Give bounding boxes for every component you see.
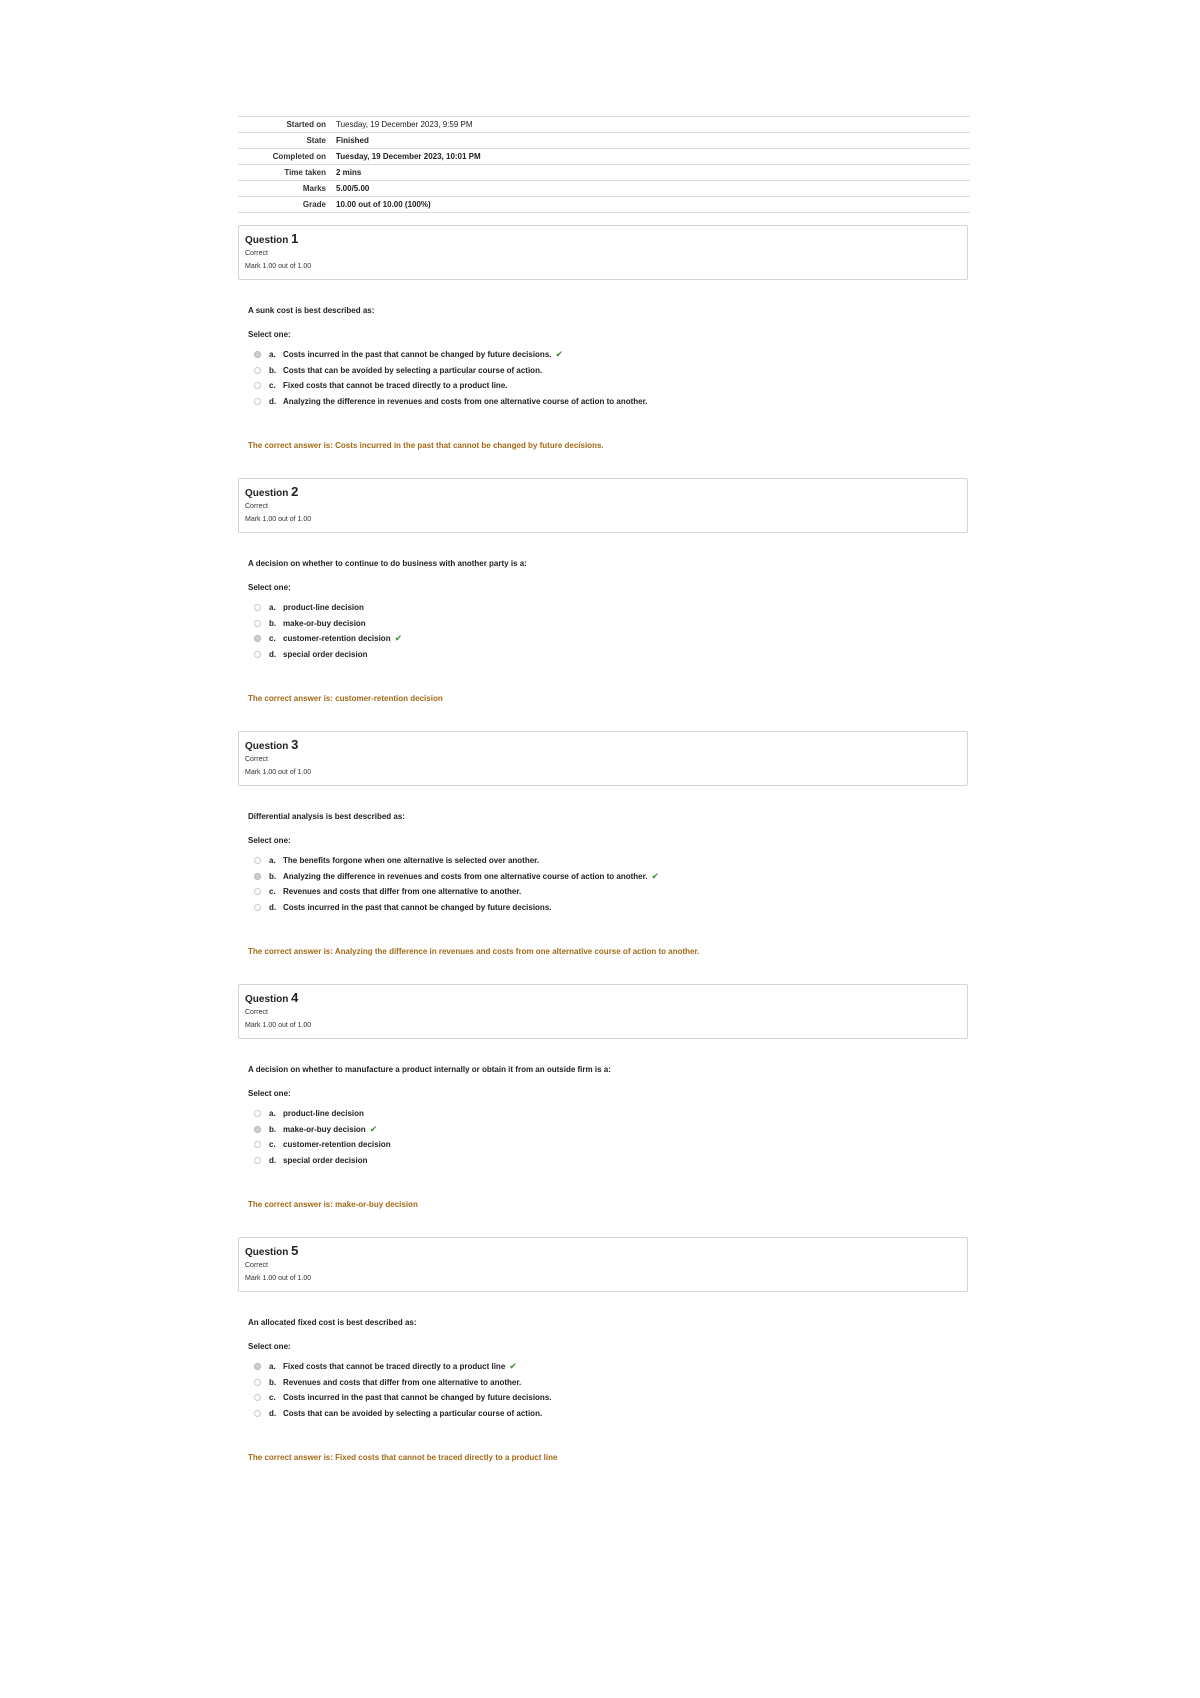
- answer-letter: a.: [269, 603, 276, 613]
- question-text: Differential analysis is best described as:: [248, 812, 405, 821]
- question-text: An allocated fixed cost is best described as:: [248, 1318, 417, 1327]
- radio-button[interactable]: [254, 367, 261, 374]
- summary-row-label: Time taken: [284, 168, 326, 177]
- question-text: A decision on whether to manufacture a product internally or obtain it from an outside firm is a:: [248, 1065, 611, 1074]
- answer-option[interactable]: [254, 1375, 970, 1391]
- question-grade: Mark 1.00 out of 1.00: [245, 1275, 312, 1282]
- question-title: [245, 990, 961, 1005]
- answer-text: Costs that can be avoided by selecting a particular course of action.: [283, 365, 543, 375]
- answer-text: customer-retention decision: [283, 1140, 391, 1150]
- answer-text: Costs incurred in the past that cannot be changed by future decisions.: [283, 350, 552, 360]
- answer-option[interactable]: [254, 1153, 970, 1169]
- answer-text: special order decision: [283, 1155, 368, 1165]
- question-label: Question: [245, 994, 289, 1005]
- question-number: 3: [291, 737, 299, 752]
- answer-text: Revenues and costs that differ from one alternative to another.: [283, 887, 522, 897]
- question-grade: Mark 1.00 out of 1.00: [245, 516, 312, 523]
- answer-option[interactable]: [254, 1359, 970, 1375]
- radio-selected[interactable]: [254, 873, 261, 880]
- correct-answer-feedback: The correct answer is: make-or-buy decision: [248, 1200, 418, 1209]
- answer-text: Revenues and costs that differ from one alternative to another.: [283, 1377, 522, 1387]
- answer-option[interactable]: [254, 853, 970, 869]
- radio-button[interactable]: [254, 904, 261, 911]
- question-state: Correct: [245, 503, 268, 510]
- summary-row: [238, 165, 970, 181]
- question-block: [238, 984, 970, 1237]
- answer-option[interactable]: [254, 869, 970, 885]
- radio-button[interactable]: [254, 1110, 261, 1117]
- question-block: [238, 478, 970, 731]
- answer-text: Costs that can be avoided by selecting a particular course of action.: [283, 1408, 543, 1418]
- radio-button[interactable]: [254, 1379, 261, 1386]
- correct-answer-feedback: The correct answer is: Costs incurred in the past that cannot be changed by future decisions.: [248, 441, 604, 450]
- summary-row-label: Grade: [302, 200, 326, 209]
- radio-button[interactable]: [254, 398, 261, 405]
- answer-text: make-or-buy decision: [283, 618, 366, 628]
- radio-button[interactable]: [254, 1157, 261, 1164]
- question-title: [245, 231, 961, 246]
- answer-options: [254, 1106, 970, 1168]
- answer-option[interactable]: [254, 616, 970, 632]
- answer-text: The benefits forgone when one alternative is selected over another.: [283, 856, 540, 866]
- question-label: Question: [245, 235, 289, 246]
- answer-letter: c.: [269, 381, 276, 391]
- question-title: [245, 737, 961, 752]
- summary-row-value: Tuesday, 19 December 2023, 9:59 PM: [336, 120, 473, 129]
- answer-letter: b.: [269, 871, 277, 881]
- question-grade: Mark 1.00 out of 1.00: [245, 263, 312, 270]
- question-label: Question: [245, 488, 289, 499]
- answer-options: [254, 853, 970, 915]
- summary-row-value: 2 mins: [336, 168, 362, 177]
- quiz-review-page: [238, 116, 970, 1490]
- select-one-prompt: Select one:: [248, 836, 291, 845]
- answer-option[interactable]: [254, 394, 970, 410]
- answer-options: [254, 600, 970, 662]
- answer-text: special order decision: [283, 649, 368, 659]
- answer-option[interactable]: [254, 884, 970, 900]
- question-info-box: [238, 225, 968, 280]
- answer-text: Costs incurred in the past that cannot be changed by future decisions.: [283, 902, 552, 912]
- summary-row: [238, 117, 970, 133]
- answer-option[interactable]: [254, 600, 970, 616]
- answer-letter: c.: [269, 1140, 276, 1150]
- summary-row-value: 10.00 out of 10.00 (100%): [336, 200, 431, 209]
- answer-text: customer-retention decision: [283, 634, 391, 644]
- answer-text: Fixed costs that cannot be traced directly to a product line.: [283, 381, 508, 391]
- answer-letter: c.: [269, 887, 276, 897]
- select-one-prompt: Select one:: [248, 1089, 291, 1098]
- question-state: Correct: [245, 1009, 268, 1016]
- answer-letter: b.: [269, 1124, 277, 1134]
- answer-text: Analyzing the difference in revenues and costs from one alternative course of action to another.: [283, 871, 648, 881]
- question-block: [238, 731, 970, 984]
- answer-letter: a.: [269, 1109, 276, 1119]
- question-text: A decision on whether to continue to do business with another party is a:: [248, 559, 527, 568]
- radio-button[interactable]: [254, 651, 261, 658]
- correct-answer-feedback: The correct answer is: Fixed costs that cannot be traced directly to a product line: [248, 1453, 558, 1462]
- answer-text: Fixed costs that cannot be traced directly to a product line: [283, 1362, 506, 1372]
- summary-row: [238, 197, 970, 213]
- summary-row-value: 5.00/5.00: [336, 184, 370, 193]
- question-number: 5: [291, 1243, 299, 1258]
- question-grade: Mark 1.00 out of 1.00: [245, 1022, 312, 1029]
- answer-letter: d.: [269, 902, 277, 912]
- answer-text: product-line decision: [283, 1109, 364, 1119]
- answer-letter: d.: [269, 1408, 277, 1418]
- answer-option[interactable]: [254, 647, 970, 663]
- radio-button[interactable]: [254, 620, 261, 627]
- summary-row-label: State: [306, 136, 326, 145]
- radio-button[interactable]: [254, 1410, 261, 1417]
- radio-button[interactable]: [254, 857, 261, 864]
- answer-text: Analyzing the difference in revenues and costs from one alternative course of action to another.: [283, 396, 648, 406]
- answer-letter: d.: [269, 396, 277, 406]
- summary-row-label: Marks: [302, 184, 326, 193]
- question-number: 2: [291, 484, 299, 499]
- radio-selected[interactable]: [254, 1126, 261, 1133]
- radio-button[interactable]: [254, 382, 261, 389]
- attempt-summary-table: [238, 116, 970, 213]
- radio-button[interactable]: [254, 1394, 261, 1401]
- questions-list: [238, 225, 970, 1490]
- question-state: Correct: [245, 756, 268, 763]
- answer-option[interactable]: [254, 347, 970, 363]
- answer-letter: a.: [269, 1362, 276, 1372]
- answer-letter: b.: [269, 365, 277, 375]
- question-state: Correct: [245, 250, 268, 257]
- summary-row: [238, 149, 970, 165]
- summary-row-label: Started on: [286, 120, 326, 129]
- answer-letter: c.: [269, 634, 276, 644]
- select-one-prompt: Select one:: [248, 330, 291, 339]
- question-info-box: [238, 478, 968, 533]
- answer-option[interactable]: [254, 1106, 970, 1122]
- answer-text: product-line decision: [283, 603, 364, 613]
- checkmark-icon: ✔: [509, 1361, 517, 1372]
- answer-text: Costs incurred in the past that cannot be changed by future decisions.: [283, 1393, 552, 1403]
- answer-option[interactable]: [254, 1390, 970, 1406]
- question-block: [238, 225, 970, 478]
- answer-letter: d.: [269, 1155, 277, 1165]
- select-one-prompt: Select one:: [248, 1342, 291, 1351]
- question-number: 1: [291, 231, 299, 246]
- answer-letter: a.: [269, 856, 276, 866]
- correct-answer-feedback: The correct answer is: customer-retention decision: [248, 694, 443, 703]
- answer-options: [254, 347, 970, 409]
- radio-selected[interactable]: [254, 351, 261, 358]
- answer-option[interactable]: [254, 1137, 970, 1153]
- answer-options: [254, 1359, 970, 1421]
- answer-option[interactable]: [254, 631, 970, 647]
- answer-text: make-or-buy decision: [283, 1124, 366, 1134]
- summary-row-value: Finished: [336, 136, 369, 145]
- radio-button[interactable]: [254, 1141, 261, 1148]
- question-label: Question: [245, 741, 289, 752]
- correct-answer-feedback: The correct answer is: Analyzing the difference in revenues and costs from one alternative course of action to another.: [248, 947, 700, 956]
- radio-selected[interactable]: [254, 1363, 261, 1370]
- answer-letter: b.: [269, 618, 277, 628]
- answer-letter: d.: [269, 649, 277, 659]
- radio-button[interactable]: [254, 888, 261, 895]
- checkmark-icon: ✔: [651, 870, 660, 881]
- answer-option[interactable]: [254, 363, 970, 379]
- answer-letter: c.: [269, 1393, 276, 1403]
- answer-option[interactable]: [254, 1406, 970, 1422]
- summary-row-label: Completed on: [272, 152, 326, 161]
- question-number: 4: [291, 990, 299, 1005]
- question-info-box: [238, 731, 968, 786]
- summary-row-value: Tuesday, 19 December 2023, 10:01 PM: [336, 152, 481, 161]
- summary-row: [238, 181, 970, 197]
- question-info-box: [238, 984, 968, 1039]
- question-title: [245, 484, 961, 499]
- question-grade: Mark 1.00 out of 1.00: [245, 769, 312, 776]
- answer-option[interactable]: [254, 378, 970, 394]
- question-state: Correct: [245, 1262, 268, 1269]
- summary-row: [238, 133, 970, 149]
- question-info-box: [238, 1237, 968, 1292]
- answer-letter: b.: [269, 1377, 277, 1387]
- checkmark-icon: ✔: [555, 349, 564, 360]
- answer-letter: a.: [269, 350, 276, 360]
- question-text: A sunk cost is best described as:: [248, 306, 375, 315]
- checkmark-icon: ✔: [394, 633, 403, 644]
- select-one-prompt: Select one:: [248, 583, 291, 592]
- question-title: [245, 1243, 961, 1258]
- question-block: [238, 1237, 970, 1490]
- checkmark-icon: ✔: [369, 1123, 378, 1134]
- answer-option[interactable]: [254, 1122, 970, 1138]
- answer-option[interactable]: [254, 900, 970, 916]
- radio-selected[interactable]: [254, 635, 261, 642]
- question-label: Question: [245, 1247, 289, 1258]
- radio-button[interactable]: [254, 604, 261, 611]
